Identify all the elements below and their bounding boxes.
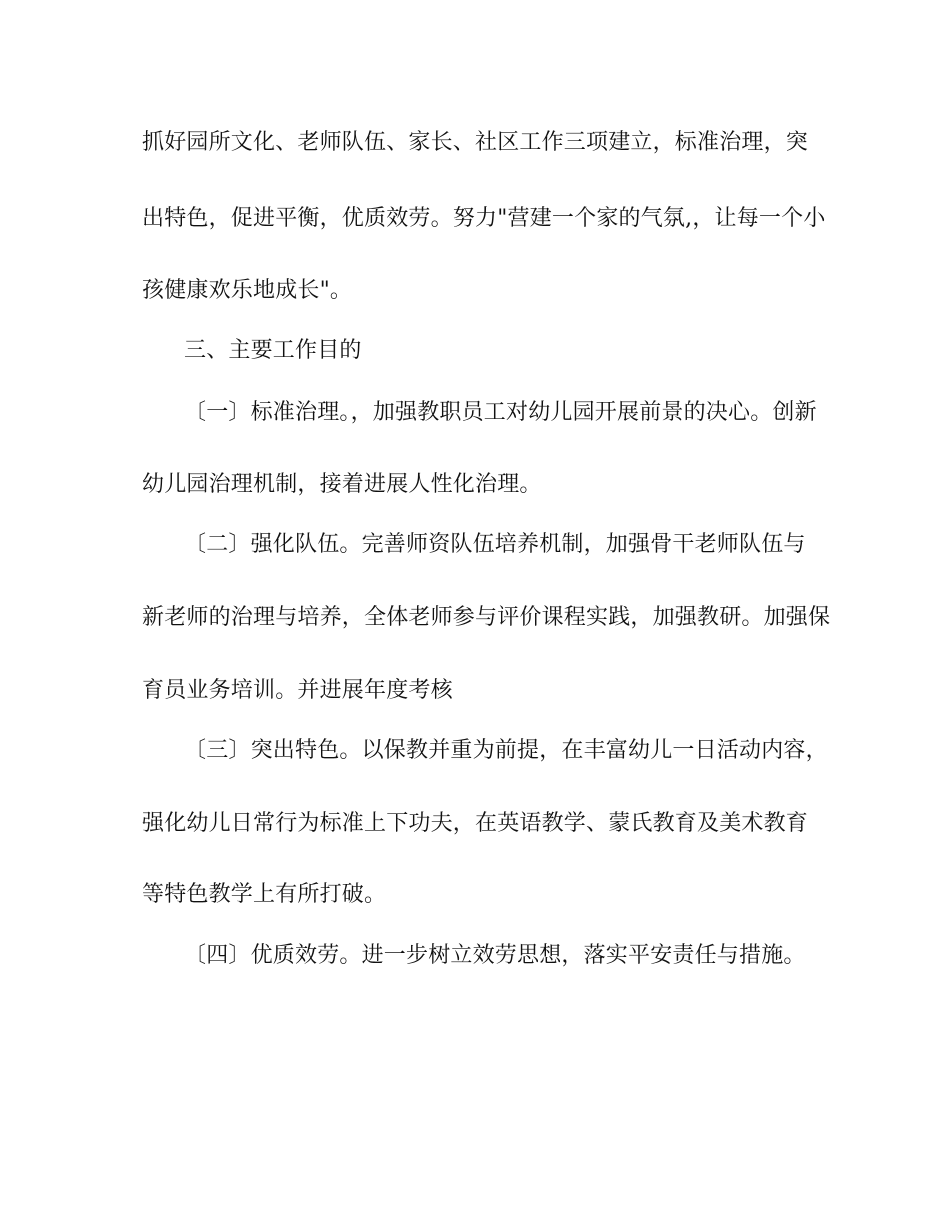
- paragraph-line: 〔三〕突出特色。以保教并重为前提，在丰富幼儿一日活动内容，: [184, 738, 828, 763]
- paragraph-line: 〔四〕优质效劳。进一步树立效劳思想，落实平安责任与措施。: [184, 943, 806, 968]
- paragraph-line: 出特色，促进平衡，优质效劳。努力"营建一个家的气氛,，让每一个小: [142, 206, 826, 231]
- paragraph-line: 抓好园所文化、老师队伍、家长、社区工作三项建立，标准治理，突: [142, 130, 809, 155]
- paragraph-line: 育员业务培训。并进展年度考核: [142, 678, 453, 703]
- paragraph-line: 〔二〕强化队伍。完善师资队伍培养机制，加强骨干老师队伍与: [184, 532, 806, 557]
- paragraph-line: 新老师的治理与培养，全体老师参与评价课程实践，加强教研。加强保: [142, 605, 831, 630]
- paragraph-line: 等特色教学上有所打破。: [142, 882, 387, 907]
- section-heading: 三、主要工作目的: [184, 338, 362, 363]
- paragraph-line: 强化幼儿日常行为标准上下功夫，在英语教学、蒙氏教育及美术教育: [142, 811, 809, 836]
- paragraph-line: 孩健康欢乐地成长"。: [142, 278, 353, 303]
- paragraph-line: 〔一〕标准治理。，加强教职员工对幼儿园开展前景的决心。创新: [184, 400, 817, 425]
- paragraph-line: 幼儿园治理机制，接着进展人性化治理。: [142, 472, 542, 497]
